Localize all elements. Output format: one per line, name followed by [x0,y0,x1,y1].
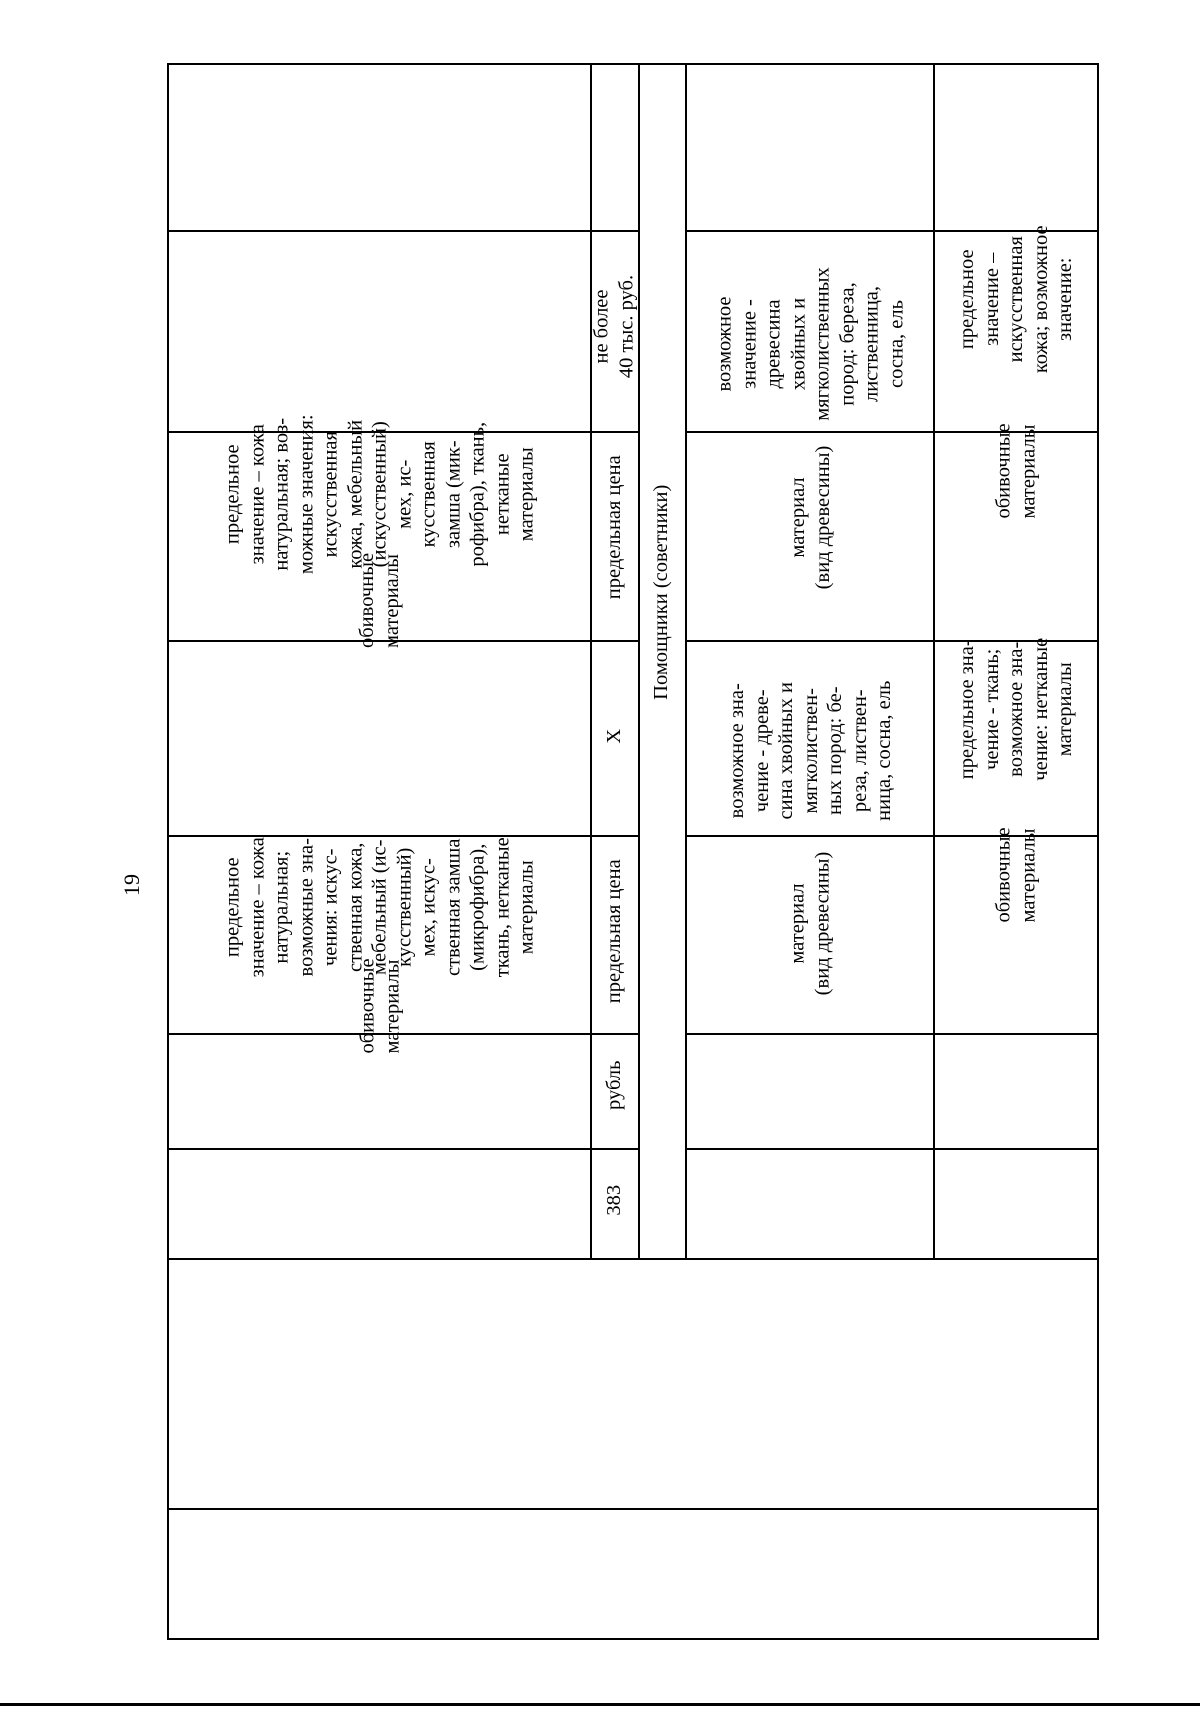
table-border-right [1097,63,1099,1640]
cell-price-characteristic-right: предельная цена [602,455,625,600]
cell-characteristic-right: обивочные материалы [356,552,403,648]
section-title-band: Помощники (советники) [649,484,672,700]
cell-characteristic-left: обивочные материалы [356,958,403,1054]
cell-upholstery2-value-left: предельное зна- чение - ткань; возможное зна- чение: нетканые материалы [955,637,1076,781]
cell-upholstery2-value-right: предельное значение – искусственная кожа; возможное значение: [955,225,1076,374]
page-number: 19 [119,874,144,896]
table-border-bottom [167,1638,1098,1640]
column-separator [167,1258,1098,1260]
cell-value-right: предельное значение – кожа натуральная; воз- можные значения: искусственная кожа, мебельный (искусственный) мех, ис- кусственная замша (мик- рофибра), ткань, нетканые материалы [221,414,538,575]
page-bottom-rule [0,1703,1200,1706]
cell-wood-characteristic-left: материал (вид древесины) [786,851,833,996]
cell-wood-value-left: возможное зна- чение - древе- сина хвойных и мягколиствен- ных пород: бе- реза, листвен- ница, сосна, ель [725,680,895,821]
cell-code: 383 [602,1184,625,1216]
cell-value-left: предельное значение – кожа натуральная; возможные зна- чения: искус- ственная кожа, мебельный (ис- кусственный) мех, искус- ственная замша (микрофибра), ткань, нетканые материалы [221,837,538,978]
cell-wood-characteristic-right: материал (вид древесины) [786,445,833,590]
cell-unit: рубль [602,1060,625,1110]
cell-price-value-right: не более 40 тыс. руб. [590,274,637,379]
cell-price-value-left: Х [602,728,625,744]
cell-upholstery2-characteristic-right: обивочные материалы [992,423,1039,519]
table-border-top [167,63,1098,65]
cell-wood-value-right: возможное значение - древесина хвойных и мягколиственных пород: береза, лиственница, сосна, ель [713,267,907,421]
column-separator [167,1508,1098,1510]
cell-upholstery2-characteristic-left: обивочные материалы [992,827,1039,923]
cell-price-characteristic-left: предельная цена [602,859,625,1004]
